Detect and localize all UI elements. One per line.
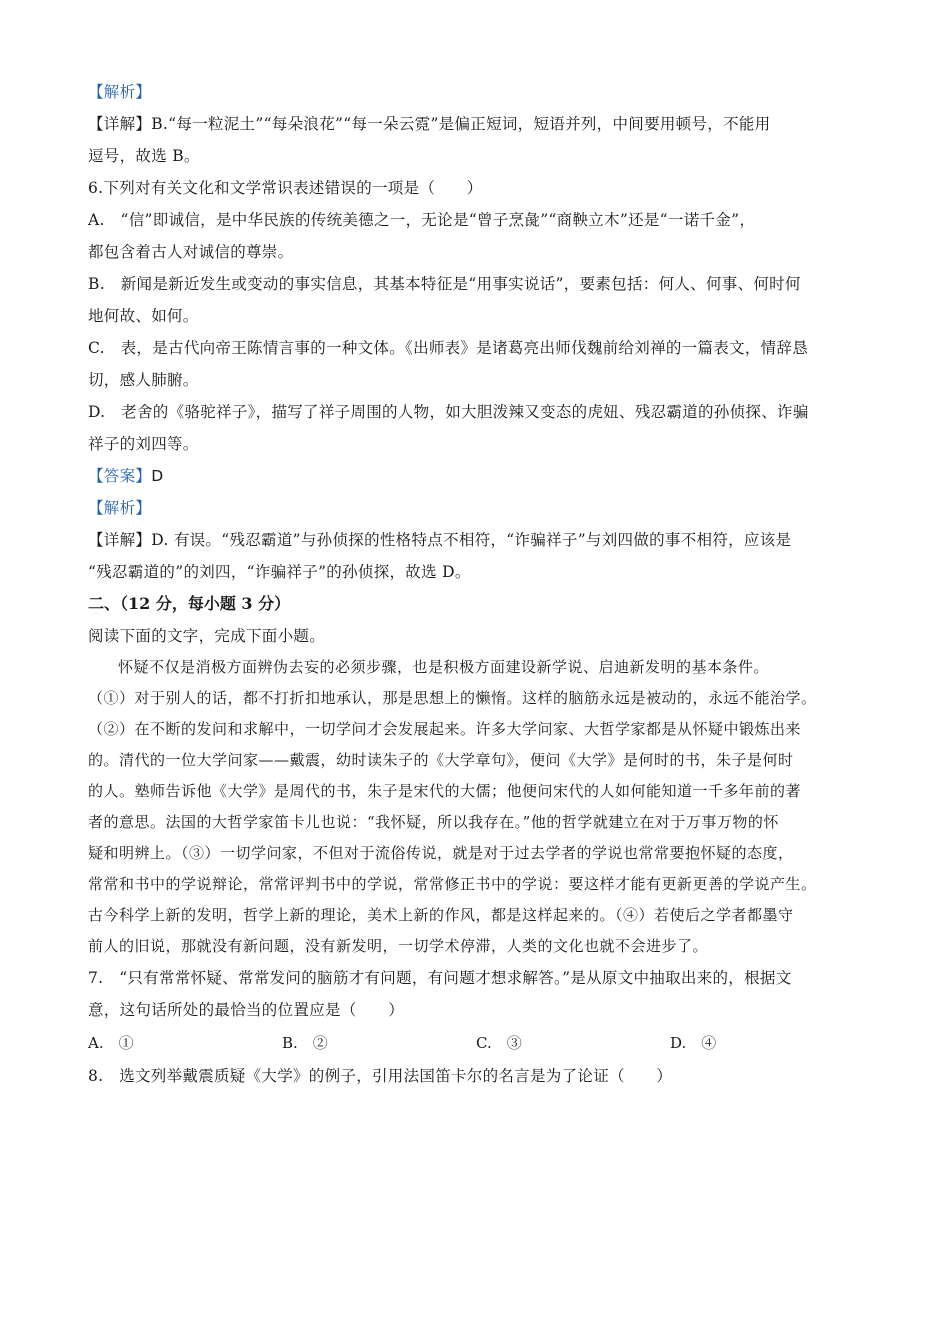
q6-option-b-line-1: B. 新闻是新近发生或变动的事实信息，其基本特征是“用事实说话”，要素包括：何人、何事、何时何 — [88, 275, 801, 293]
q6-option-c-line-2: 切，感人肺腑。 — [88, 371, 199, 389]
document-page — [88, 76, 868, 1092]
q8-stem: 8. 选文列举戴震质疑《大学》的例子，引用法国笛卡尔的名言是为了论证（ ） — [88, 1067, 673, 1085]
q7-option-b: B. ② — [282, 1034, 328, 1052]
passage-line-1: 怀疑不仅是消极方面辨伪去妄的必须步骤，也是积极方面建设新学说、启迪新发明的基本条件。 — [118, 658, 770, 676]
passage-line-6: 者的意思。法国的大哲学家笛卡儿也说：“我怀疑，所以我存在。”他的哲学就建立在对于万事万物的怀 — [88, 813, 779, 831]
passage-line-2: （①）对于别人的话，都不打折扣地承认，那是思想上的懒惰。这样的脑筋永远是被动的，永远不能治学。 — [88, 689, 817, 707]
q7-option-d: D. ④ — [670, 1034, 717, 1052]
q7-options — [88, 1026, 868, 1060]
section-2-instruction: 阅读下面的文字，完成下面小题。 — [88, 627, 326, 645]
passage-line-4: 的。清代的一位大学问家——戴震，幼时读朱子的《大学章句》，便问《大学》是何时的书，朱子是何时 — [88, 751, 794, 769]
q7-option-c: C. ③ — [476, 1034, 522, 1052]
q6-detail-line-1: 【详解】D. 有误。“残忍霸道”与孙侦探的性格特点不相符，“诈骗祥子”与刘四做的事不相符，应该是 — [88, 531, 792, 549]
q6-analysis-tag: 【解析】 — [88, 499, 152, 517]
q6-option-d-line-2: 祥子的刘四等。 — [88, 435, 199, 453]
q7-stem-line-1: 7. “只有常常怀疑、常常发问的脑筋才有问题，有问题才想求解答。”是从原文中抽取出来的，根据文 — [88, 969, 792, 987]
passage-line-9: 古今科学上新的发明，哲学上新的理论，美术上新的作风，都是这样起来的。（④）若使后之学者都墨守 — [88, 906, 794, 924]
q6-option-c-line-1: C. 表，是古代向帝王陈情言事的一种文体。《出师表》是诸葛亮出师伐魏前给刘禅的一篇表文，情辞恳 — [88, 339, 809, 357]
q5-analysis-tag: 【解析】 — [88, 83, 152, 101]
q6-option-d-line-1: D. 老舍的《骆驼祥子》，描写了祥子周围的人物，如大胆泼辣又变态的虎妞、残忍霸道的孙侦探、诈骗 — [88, 403, 809, 421]
q6-answer-tag: 【答案】 — [88, 467, 152, 485]
passage-line-3: （②）在不断的发问和求解中，一切学问才会发展起来。许多大学问家、大哲学家都是从怀疑中锻炼出来 — [88, 720, 802, 738]
q5-detail-line-2: 逗号，故选 B。 — [88, 147, 200, 165]
q7-stem-line-2: 意，这句话所处的最恰当的位置应是（ ） — [88, 1001, 405, 1019]
q5-detail-line-1: 【详解】B.“每一粒泥土”“每朵浪花”“每一朵云霓”是偏正短词，短语并列，中间要用顿号，不能用 — [88, 115, 771, 133]
q6-stem: 6.下列对有关文化和文学常识表述错误的一项是（ ） — [88, 179, 483, 197]
passage-line-8: 常常和书中的学说辩论，常常评判书中的学说，常常修正书中的学说：要这样才能有更新更善的学说产生。 — [88, 875, 817, 893]
passage-line-10: 前人的旧说，那就没有新问题，没有新发明，一切学术停滞，人类的文化也就不会进步了。 — [88, 937, 709, 955]
q6-option-b-line-2: 地何故、如何。 — [88, 307, 199, 325]
q7-option-a: A. ① — [88, 1034, 134, 1052]
passage-line-7: 疑和明辨上。（③）一切学问家，不但对于流俗传说，就是对于过去学者的学说也常常要抱怀疑的态度， — [88, 844, 794, 862]
q6-option-a-line-2: 都包含着古人对诚信的尊崇。 — [88, 243, 294, 261]
q6-answer-row — [88, 460, 868, 492]
passage-line-5: 的人。塾师告诉他《大学》是周代的书，朱子是宋代的大儒；他便问宋代的人如何能知道一千多年前的著 — [88, 782, 802, 800]
section-2-title: 二、（12 分，每小题 3 分） — [88, 594, 291, 613]
q6-option-a-line-1: A. “信”即诚信，是中华民族的传统美德之一，无论是“曾子烹彘”“商鞅立木”还是“一诺千金”， — [88, 211, 756, 229]
q6-answer-value: D — [151, 467, 164, 485]
q6-detail-line-2: “残忍霸道的”的刘四，“诈骗祥子”的孙侦探，故选 D。 — [88, 563, 471, 581]
